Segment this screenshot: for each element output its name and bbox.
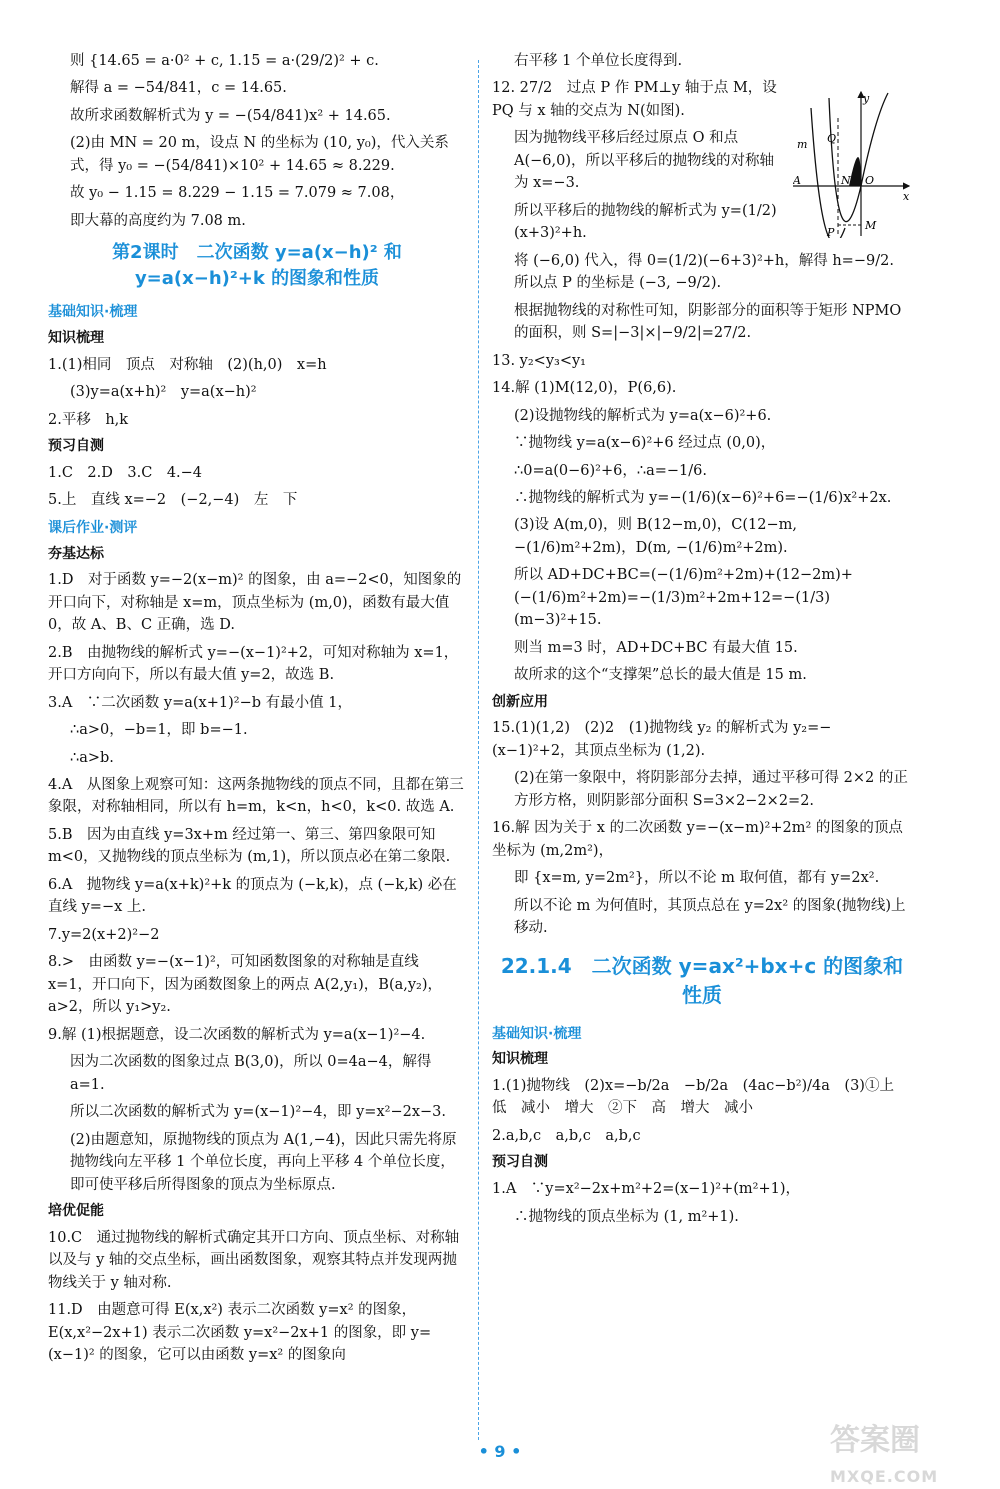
answer-line: 2.平移 h,k — [48, 411, 129, 428]
answer-item: 16.解 因为关于 x 的二次函数 y=−(x−m)²+2m² 的图象的顶点坐标为 (m,2m²)， — [492, 820, 903, 859]
answer-line: 因为二次函数的图象过点 B(3,0)，所以 0=4a−4，解得 a=1. — [70, 1054, 432, 1093]
answer-line: 1.C 2.D 3.C 4.−4 — [48, 464, 203, 481]
label-m: m — [797, 138, 808, 151]
subsection-heading: 培优促能 — [48, 1202, 104, 1219]
subsection-heading: 知识梳理 — [492, 1051, 548, 1068]
answer-item: 3.A ∵二次函数 y=a(x+1)²−b 有最小值 1， — [48, 694, 352, 711]
answer-line: 即 {x=m, y=2m²}，所以不论 m 取何值，都有 y=2x². — [514, 870, 880, 887]
shifted-parabola — [811, 108, 845, 238]
answer-item: 14.解 (1)M(12,0)，P(6,6). — [492, 380, 677, 397]
section-heading: 课后作业·测评 — [48, 519, 138, 536]
chapter-title: 22.1.4 二次函数 y=ax²+bx+c 的图象和性质 — [500, 953, 904, 1007]
answer-line: 所以平移后的抛物线的解析式为 y=(1/2)(x+3)²+h. — [514, 202, 777, 242]
text-line: (2)由 MN = 20 m，设点 N 的坐标为 (10, y₀)，代入关系式，得 y₀ = −(54/841)×10² + 14.65 ≈ 8.229. — [70, 135, 449, 174]
lesson-title: 第2课时 二次函数 y=a(x−h)² 和 y=a(x−h)²+k 的图象和性质 — [112, 242, 402, 290]
subsection-heading: 创新应用 — [492, 693, 548, 710]
label-x: x — [903, 190, 910, 203]
text-line: 解得 a = −54/841，c = 14.65. — [70, 80, 287, 97]
label-A: A — [793, 174, 801, 187]
watermark-url: MXQE.COM — [830, 1466, 939, 1486]
answer-line: ∵抛物线 y=a(x−6)²+6 经过点 (0,0)， — [514, 435, 776, 452]
answer-item: 5.B 因为由直线 y=3x+m 经过第一、第三、第四象限可知 m<0，又抛物线的顶点坐标为 (m,1)，所以顶点必在第二象限. — [48, 826, 451, 866]
text-line: 右平移 1 个单位长度得到. — [514, 53, 683, 69]
answer-item: 8.> 由函数 y=−(x−1)²，可知函数图象的对称轴是直线 x=1，开口向下，因为函数图象上的两点 A(2,y₁)，B(a,y₂)，a>2，所以 y₁>y₂. — [48, 954, 443, 1016]
answer-line: 1.(1)相同 顶点 对称轴 (2)(h,0) x=h — [48, 356, 327, 373]
label-O: O — [865, 174, 875, 187]
answer-line: 因为抛物线平移后经过原点 O 和点 A(−6,0)，所以平移后的抛物线的对称轴为 x=−3. — [514, 130, 774, 192]
answer-item: 15.(1)(1,2) (2)2 (1)抛物线 y₂ 的解析式为 y₂=−(x−1)²+2，其顶点坐标为 (1,2). — [492, 720, 832, 759]
answer-item: 10.C 通过抛物线的解析式确定其开口方向、顶点坐标、对称轴以及与 y 轴的交点坐标，画出函数图象，观察其特点并发现两抛物线关于 y 轴对称. — [48, 1229, 460, 1291]
text-line: 故 y₀ − 1.15 = 8.229 − 1.15 = 7.079 ≈ 7.08， — [70, 185, 405, 202]
answer-item: 1.A ∵y=x²−2x+m²+2=(x−1)²+(m²+1)， — [492, 1181, 801, 1198]
answer-line: (2)由题意知，原抛物线的顶点为 A(1,−4)，因此只需先将原抛物线向左平移 1 个单位长度，再向上平移 4 个单位长度，即可使平移后所得图象的顶点为坐标原点. — [70, 1131, 457, 1193]
answer-item: 12. 27/2 过点 P 作 PM⊥y 轴于点 M，设 PQ 与 x 轴的交点为 N(如图). — [492, 80, 777, 119]
subsection-heading: 预习自测 — [48, 438, 104, 455]
label-P: P — [827, 226, 835, 238]
answer-line: (2)在第一象限中，将阴影部分去掉，通过平移可得 2×2 的正方形方格，则阴影部分面积 S=3×2−2×2=2. — [514, 770, 908, 809]
answer-item: 1.(1)抛物线 (2)x=−b/2a −b/2a (4ac−b²)/4a (3)①上 低 减小 增大 ②下 高 增大 减小 — [492, 1078, 909, 1117]
watermark-logo: 答案圈 — [830, 1423, 920, 1458]
answer-line: ∴抛物线的解析式为 y=−(1/6)(x−6)²+6=−(1/6)x²+2x. — [514, 489, 892, 506]
subsection-heading: 夯基达标 — [48, 545, 104, 562]
answer-line: (2)设抛物线的解析式为 y=a(x−6)²+6. — [514, 407, 772, 424]
answer-line: ∴抛物线的顶点坐标为 (1, m²+1). — [514, 1208, 739, 1225]
parabola-figure — [793, 88, 913, 238]
subsection-heading: 预习自测 — [492, 1154, 548, 1171]
section-heading: 基础知识·梳理 — [492, 1025, 582, 1042]
answer-line: 5.上 直线 x=−2 (−2,−4) 左 下 — [48, 492, 298, 509]
label-y: y — [863, 92, 870, 105]
text-line: 故所求函数解析式为 y = −(54/841)x² + 14.65. — [70, 107, 391, 124]
answer-item: 1.D 对于函数 y=−2(x−m)² 的图象，由 a=−2<0，知图象的开口向下，对称轴是 x=m，顶点坐标为 (m,0)，函数有最大值 0，故 A、B、C 正确，选 D. — [48, 572, 462, 634]
answer-item: 2.B 由抛物线的解析式 y=−(x−1)²+2，可知对称轴为 x=1，开口方向向下，所以有最大值 y=2，故选 B. — [48, 644, 459, 684]
answer-item: 11.D 由题意可得 E(x,x²) 表示二次函数 y=x² 的图象，E(x,x²−2x+1) 表示二次函数 y=x²−2x+1 的图象，即 y=(x−1)² 的图象，它可以由函数 y=x² 的图象向 — [48, 1302, 432, 1363]
answer-item: 4.A 从图象上观察可知：这两条抛物线的顶点不同，且都在第三象限，对称轴相同，所以有 h=m，k<n，h<0，k<0. 故选 A. — [48, 777, 464, 816]
answer-line: ∴a>b. — [70, 749, 114, 766]
answer-item: 7.y=2(x+2)²−2 — [48, 926, 160, 943]
answer-item: 6.A 抛物线 y=a(x+k)²+k 的顶点为 (−k,k)，点 (−k,k) 必在直线 y=−x 上. — [48, 876, 457, 916]
shaded-region — [849, 157, 861, 186]
answer-line: 根据抛物线的对称性可知，阴影部分的面积等于矩形 NPMO 的面积，则 S=|−3|×|−9/2|=27/2. — [514, 302, 902, 342]
text-line: 即大幕的高度约为 7.08 m. — [70, 212, 246, 229]
answer-line: ∴a>0，−b=1，即 b=−1. — [70, 722, 248, 739]
answer-item: 13. y₂<y₃<y₁ — [492, 352, 586, 369]
left-column — [48, 50, 466, 1371]
page-number: • 9 • — [478, 1442, 522, 1461]
subsection-heading: 知识梳理 — [48, 330, 104, 347]
answer-line: 故所求的这个“支撑架”总长的最大值是 15 m. — [514, 667, 807, 684]
label-N: N — [841, 174, 851, 187]
answer-line: (3)设 A(m,0)，则 B(12−m,0)，C(12−m, −(1/6)m²+2m)，D(m, −(1/6)m²+2m). — [514, 517, 797, 556]
answer-line: 所以二次函数的解析式为 y=(x−1)²−4，即 y=x²−2x−3. — [70, 1104, 446, 1121]
label-Q: Q — [827, 132, 837, 145]
section-heading: 基础知识·梳理 — [48, 304, 138, 321]
answer-line: ∴0=a(0−6)²+6，∴a=−1/6. — [514, 462, 707, 479]
answer-line: 所以 AD+DC+BC=(−(1/6)m²+2m)+(12−2m)+(−(1/6)m²+2m)=−(1/3)m²+2m+12=−(1/3)(m−3)²+15. — [514, 567, 853, 629]
answer-item: 9.解 (1)根据题意，设二次函数的解析式为 y=a(x−1)²−4. — [48, 1026, 426, 1043]
answer-line: (3)y=a(x+h)² y=a(x−h)² — [70, 384, 257, 401]
watermark — [830, 1418, 938, 1489]
answer-line: 则当 m=3 时，AD+DC+BC 有最大值 15. — [514, 639, 798, 656]
answer-line: 将 (−6,0) 代入，得 0=(1/2)(−6+3)²+h，解得 h=−9/2. 所以点 P 的坐标是 (−3, −9/2). — [514, 252, 894, 292]
equation-system: 则 {14.65 = a·0² + c, 1.15 = a·(29/2)² + c. — [70, 53, 379, 69]
column-divider — [478, 60, 479, 1440]
answer-item: 2.a,b,c a,b,c a,b,c — [492, 1127, 641, 1144]
answer-line: 所以不论 m 为何值时，其顶点总在 y=2x² 的图象(抛物线)上移动. — [514, 897, 906, 937]
label-M: M — [865, 219, 877, 232]
